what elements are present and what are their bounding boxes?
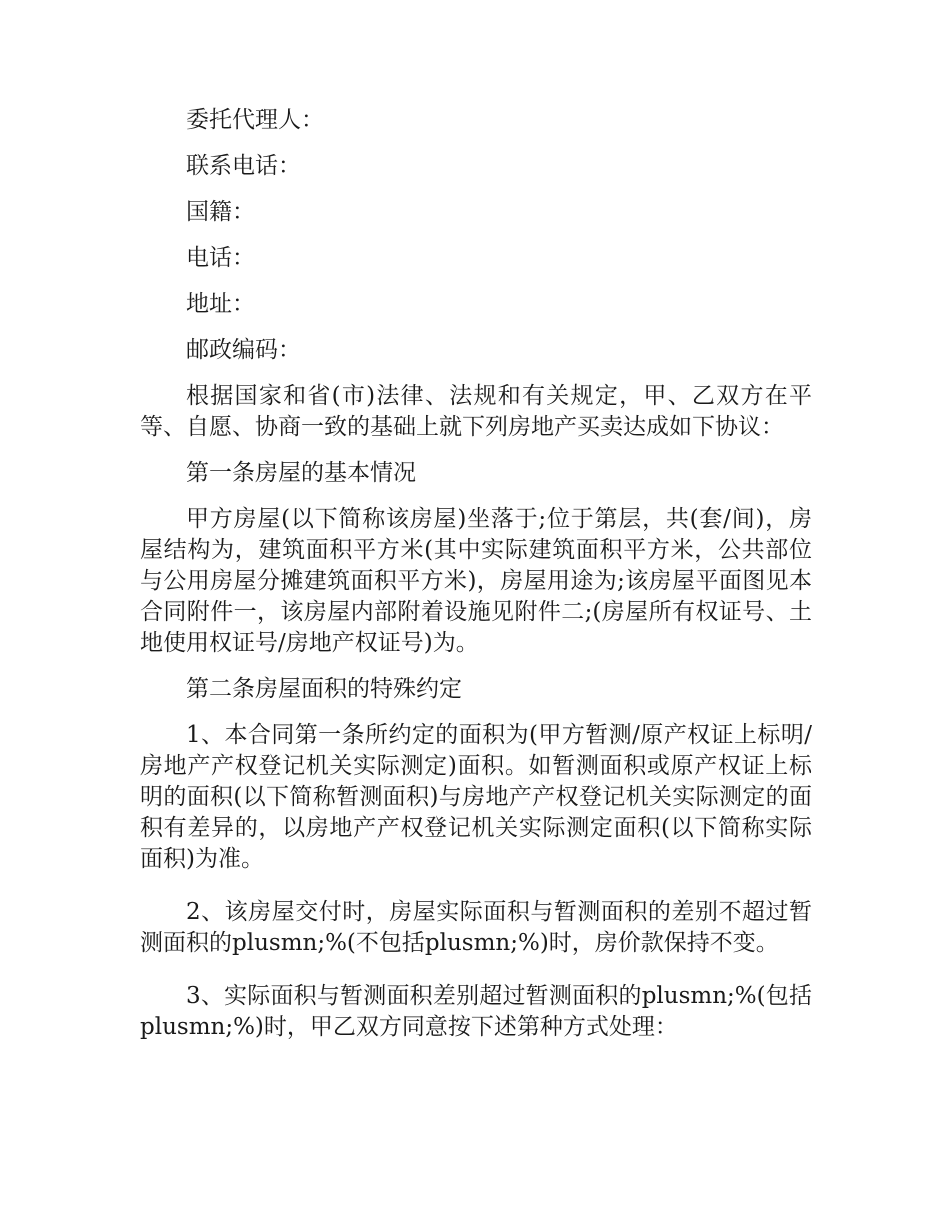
field-contact-phone: 联系电话： (186, 153, 301, 179)
field-nationality: 国籍： (186, 199, 255, 225)
field-postal-code: 邮政编码： (186, 337, 301, 363)
document-page (140, 105, 812, 1043)
clause-1: 1、本合同第一条所约定的面积为(甲方暂测/原产权证上标明/房地产产权登记机关实际测定)面积。如暂测面积或原产权证上标明的面积(以下简称暂测面积)与房地产产权登记机关实际测定的面积有差异的，以房地产产权登记机关实际测定面积(以下简称实际面积)为准。 (140, 722, 812, 872)
clause-3: 3、实际面积与暂测面积差别超过暂测面积的plusmn;%(包括plusmn;%)时，甲乙双方同意按下述第种方式处理： (140, 983, 812, 1040)
field-phone: 电话： (186, 245, 255, 271)
article-1-title: 第一条房屋的基本情况 (186, 460, 416, 486)
intro-paragraph: 根据国家和省(市)法律、法规和有关规定，甲、乙双方在平等、自愿、协商一致的基础上就下列房地产买卖达成如下协议： (140, 383, 812, 440)
field-agent: 委托代理人： (186, 107, 324, 133)
article-1-body: 甲方房屋(以下简称该房屋)坐落于;位于第层，共(套/间)，房屋结构为，建筑面积平方米(其中实际建筑面积平方米，公共部位与公用房屋分摊建筑面积平方米)，房屋用途为;该房屋平面图见本合同附件一，该房屋内部附着设施见附件二;(房屋所有权证号、土地使用权证号/房地产权证号)为。 (140, 506, 812, 656)
article-2-title: 第二条房屋面积的特殊约定 (186, 676, 462, 702)
clause-2: 2、该房屋交付时，房屋实际面积与暂测面积的差别不超过暂测面积的plusmn;%(不包括plusmn;%)时，房价款保持不变。 (140, 899, 812, 956)
field-address: 地址： (186, 291, 255, 317)
